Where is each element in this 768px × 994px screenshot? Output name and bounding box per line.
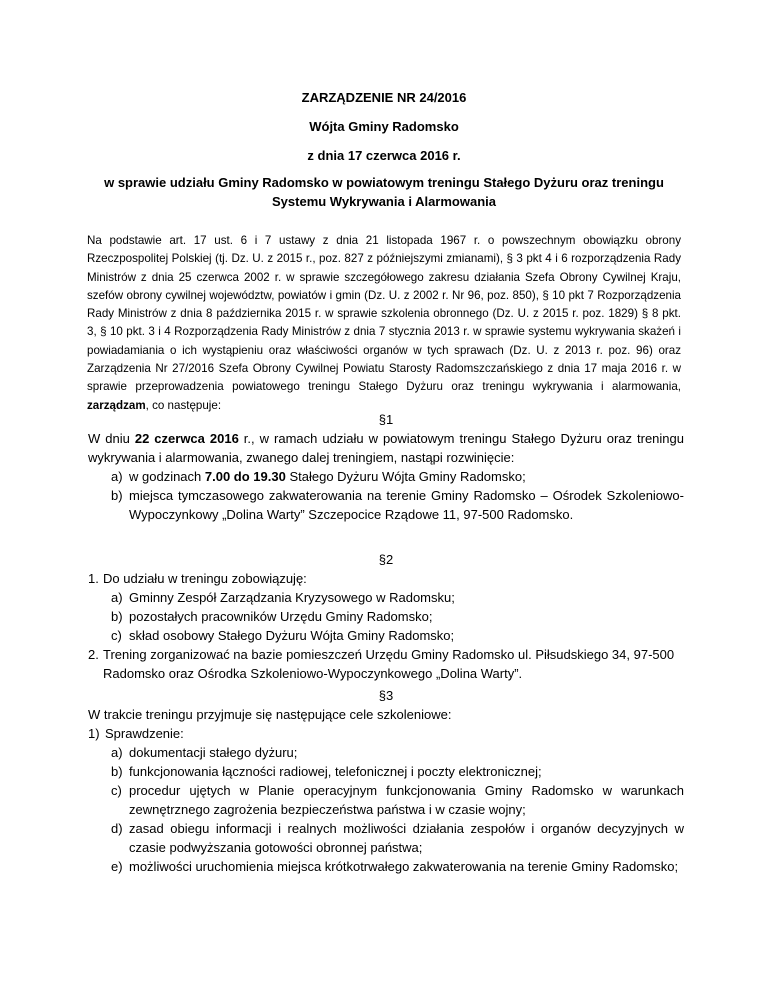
section-3-point-1 (88, 724, 684, 743)
section-1-paragraph (88, 429, 684, 467)
section-1-item-b-text: miejsca tymczasowego zakwaterowania na terenie Gminy Radomsko – Ośrodek Szkoleniowo-Wypoczynkowy „Dolina Warty” Szczepocice Rządowe 11, 97-500 Radomsko. (129, 488, 684, 522)
list-label: 1) (88, 726, 100, 741)
section-3-subitem (88, 762, 684, 781)
section-3-subitem (88, 743, 684, 762)
section-2-sign: §2 (378, 552, 394, 567)
section-2-subitem (88, 588, 684, 607)
section-3-subitem (88, 781, 684, 819)
section-1-text-a: W dniu (88, 431, 135, 446)
legal-basis-tail: , co następuje: (145, 398, 222, 412)
document-date: z dnia 17 czerwca 2016 r. (307, 148, 461, 163)
section-1-item-a-text (129, 467, 684, 486)
list-item-text: procedur ujętych w Planie operacyjnym funkcjonowania Gminy Radomsko w warunkach zewnętrznego zagrożenia bezpieczeństwa państwa i w czasie wojny; (129, 783, 684, 817)
section-3-sign: §3 (378, 688, 394, 703)
section-1-list (88, 467, 684, 524)
section-2-item-1-text: Do udziału w treningu zobowiązuję: (103, 571, 307, 586)
legal-basis-ordering-word: zarządzam (87, 398, 146, 412)
section-2-item-2 (88, 645, 684, 683)
list-item-text: skład osobowy Stałego Dyżuru Wójta Gminy Radomsko; (129, 628, 455, 643)
list-item-text: funkcjonowania łączności radiowej, telefonicznej i poczty elektronicznej; (129, 764, 542, 779)
list-label: b) (111, 488, 123, 503)
section-2-item-2-text: Trening zorganizować na bazie pomieszczeń Urzędu Gminy Radomsko ul. Piłsudskiego 34, 97-500 Radomsko oraz Ośrodka Szkoleniowo-Wypoczynkowego „Dolina Warty”. (103, 647, 675, 681)
list-label: b) (111, 609, 123, 624)
list-label: d) (111, 821, 123, 836)
list-label: b) (111, 764, 123, 779)
section-1-text-c: r., w ramach udziału w powiatowym treningu Stałego Dyżuru oraz treningu wykrywania i alarmowania, zwanego dalej treningiem, nastąpi rozwinięcie: (88, 431, 684, 465)
list-label: 1. (88, 571, 99, 586)
section-2-subitem (88, 607, 684, 626)
document-issuer: Wójta Gminy Radomsko (309, 119, 459, 134)
list-label: 2. (88, 647, 99, 662)
section-3-intro: W trakcie treningu przyjmuje się następujące cele szkoleniowe: (88, 707, 452, 722)
list-item-text: możliwości uruchomienia miejsca krótkotrwałego zakwaterowania na terenie Gminy Radomsko; (129, 859, 679, 874)
section-2-list (88, 569, 684, 683)
section-3-subitem (88, 857, 684, 876)
document-title: ZARZĄDZENIE NR 24/2016 (301, 90, 467, 105)
list-label: e) (111, 859, 123, 874)
list-item-text: pozostałych pracowników Urzędu Gminy Radomsko; (129, 609, 433, 624)
section-1-item-a (88, 467, 684, 486)
list-item-text: Gminny Zespół Zarządzania Kryzysowego w Radomsku; (129, 590, 455, 605)
list-item-text: dokumentacji stałego dyżuru; (129, 745, 298, 760)
section-3-point-1-text: Sprawdzenie: (105, 726, 184, 741)
legal-basis-text: Na podstawie art. 17 ust. 6 i 7 ustawy z dnia 21 listopada 1967 r. o powszechnym obowiązku obrony Rzeczpospolitej Polskiej (tj. Dz. U. z 2015 r., poz. 827 z późniejszymi zmianami), § 3 pkt 4 i 6 rozporządzenia Rady Ministrów z dnia 25 czerwca 2002 r. w sprawie szczegółowego zakresu działania Szefa Obrony Cywilnej Kraju, szefów obrony cywilnej województw, powiatów i gmin (Dz. U. z 2002 r. Nr 96, poz. 850), § 10 pkt 7 Rozporządzenia Rady Ministrów z dnia 8 października 2015 r. w sprawie szkolenia obronnego (Dz. U. z 2015 r. poz. 1829) § 8 pkt. 3, § 10 pkt. 3 i 4 Rozporządzenia Rady Ministrów z dnia 7 stycznia 2013 r. w sprawie systemu wykrywania skażeń i powiadamiania o ich wystąpieniu oraz właściwości organów w tych sprawach (Dz. U. z 2013 r. poz. 96) oraz Zarządzenia Nr 27/2016 Szefa Obrony Cywilnej Powiatu Starosty Radomszczańskiego z dnia 17 maja 2016 r. w sprawie przeprowadzenia powiatowego treningu Stałego Dyżuru oraz treningu wykrywania i alarmowania, (87, 234, 681, 394)
section-1-item-b (88, 486, 684, 524)
list-label: a) (111, 745, 123, 760)
section-2-item-1 (88, 569, 684, 588)
list-label: a) (111, 590, 123, 605)
list-item-text: zasad obiegu informacji i realnych możliwości działania zespołów i organów decyzyjnych w czasie podwyższania gotowości obronnej państwa; (129, 821, 684, 855)
section-3-body (88, 705, 684, 876)
list-label: c) (111, 783, 122, 798)
document-subject-line-2: Systemu Wykrywania i Alarmowania (272, 194, 496, 209)
document-subject-line-1: w sprawie udziału Gminy Radomsko w powiatowym treningu Stałego Dyżuru oraz treningu (104, 175, 664, 190)
section-1-sign: §1 (378, 412, 394, 427)
list-label: a) (111, 469, 123, 484)
list-label: c) (111, 628, 122, 643)
legal-basis-paragraph (87, 232, 681, 415)
duty-hours: 7.00 do 19.30 (204, 469, 286, 484)
section-2-subitem (88, 626, 684, 645)
section-1-date: 22 czerwca 2016 (134, 431, 239, 446)
item-text-post: Stałego Dyżuru Wójta Gminy Radomsko; (285, 469, 526, 484)
section-3-subitem (88, 819, 684, 857)
item-text-pre: w godzinach (129, 469, 205, 484)
